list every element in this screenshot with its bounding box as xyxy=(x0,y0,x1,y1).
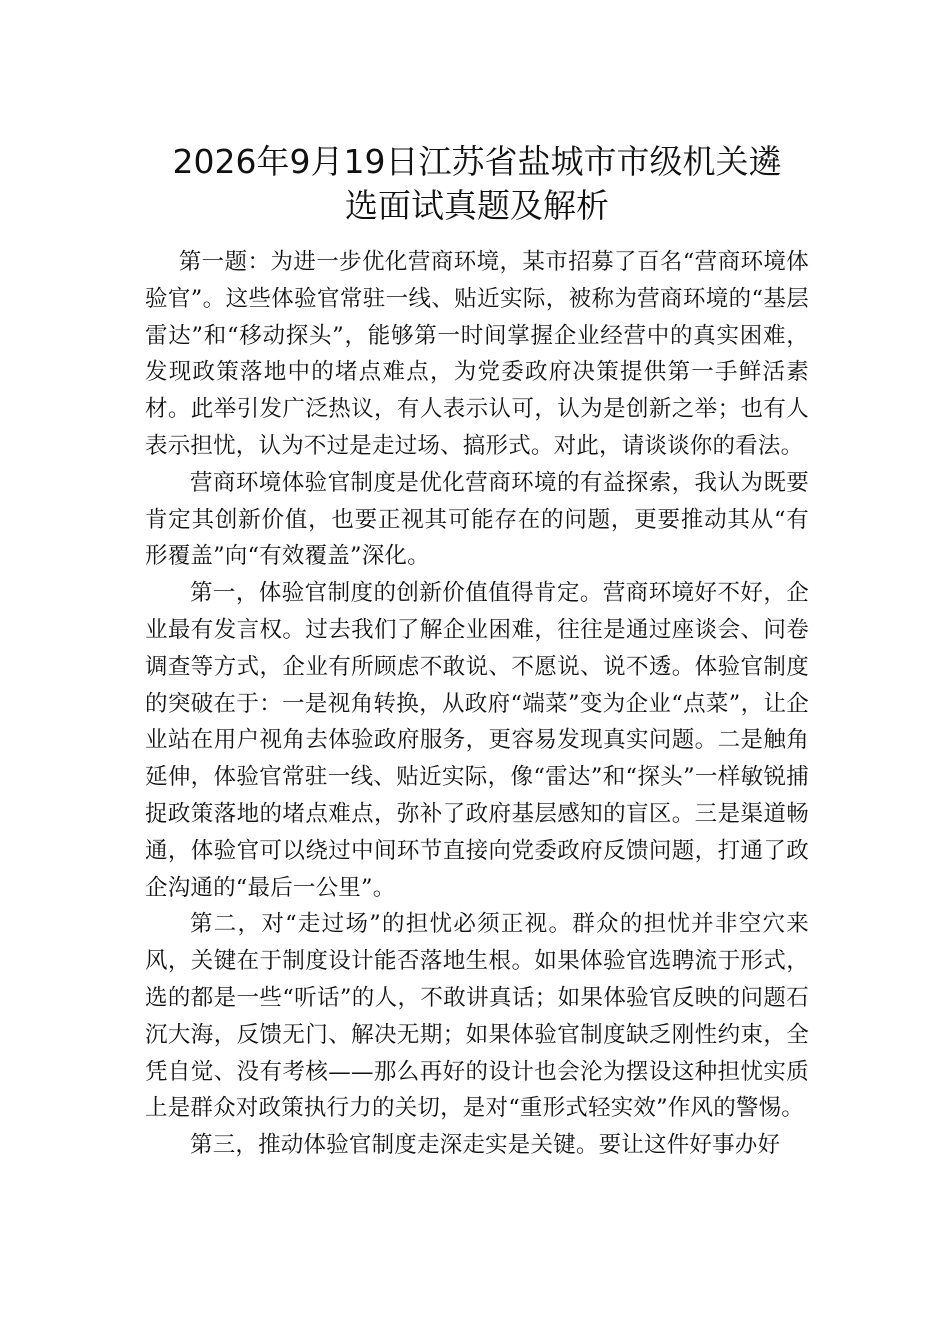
document-title xyxy=(145,140,809,228)
title-line-2: 选面试真题及解析 xyxy=(345,186,609,225)
title-line-1: 2026年9月19日江苏省盐城市市级机关遴 xyxy=(172,142,782,181)
question-paragraph: 第一题：为进一步优化营商环境，某市招募了百名“营商环境体验官”。这些体验官常驻一线、贴近实际，被称为营商环境的“基层雷达”和“移动探头”，能够第一时间掌握企业经营中的真实困难，发现政策落地中的堵点难点，为党委政府决策提供第一手鲜活素材。此举引发广泛热议，有人表示认可，认为是创新之举；也有人表示担忧，认为不过是走过场、搞形式。对此，请谈谈你的看法。 xyxy=(145,249,809,459)
answer-paragraph-first: 第一，体验官制度的创新价值值得肯定。营商环境好不好，企业最有发言权。过去我们了解企业困难，往往是通过座谈会、问卷调查等方式，企业有所顾虑不敢说、不愿说、说不透。体验官制度的突破在于：一是视角转换，从政府“端菜”变为企业“点菜”，让企业站在用户视角去体验政府服务，更容易发现真实问题。二是触角延伸，体验官常驻一线、贴近实际，像“雷达”和“探头”一样敏锐捕捉政策落地的堵点难点，弥补了政府基层感知的盲区。三是渠道畅通，体验官可以绕过中间环节直接向党委政府反馈问题，打通了政企沟通的“最后一公里”。 xyxy=(145,580,809,901)
answer-paragraph-intro: 营商环境体验官制度是优化营商环境的有益探索，我认为既要肯定其创新价值，也要正视其可能存在的问题，更要推动其从“有形覆盖”向“有效覆盖”深化。 xyxy=(145,469,809,570)
answer-paragraph-second: 第二，对“走过场”的担忧必须正视。群众的担忧并非空穴来风，关键在于制度设计能否落地生根。如果体验官选聘流于形式，选的都是一些“听话”的人，不敢讲真话；如果体验官反映的问题石沉大海，反馈无门、解决无期；如果体验官制度缺乏刚性约束，全凭自觉、没有考核——那么再好的设计也会沦为摆设这种担忧实质上是群众对政策执行力的关切，是对“重形式轻实效”作风的警惕。 xyxy=(145,911,809,1122)
document-page xyxy=(145,140,809,1164)
answer-paragraph-third: 第三，推动体验官制度走深走实是关键。要让这件好事办好 xyxy=(190,1132,781,1159)
